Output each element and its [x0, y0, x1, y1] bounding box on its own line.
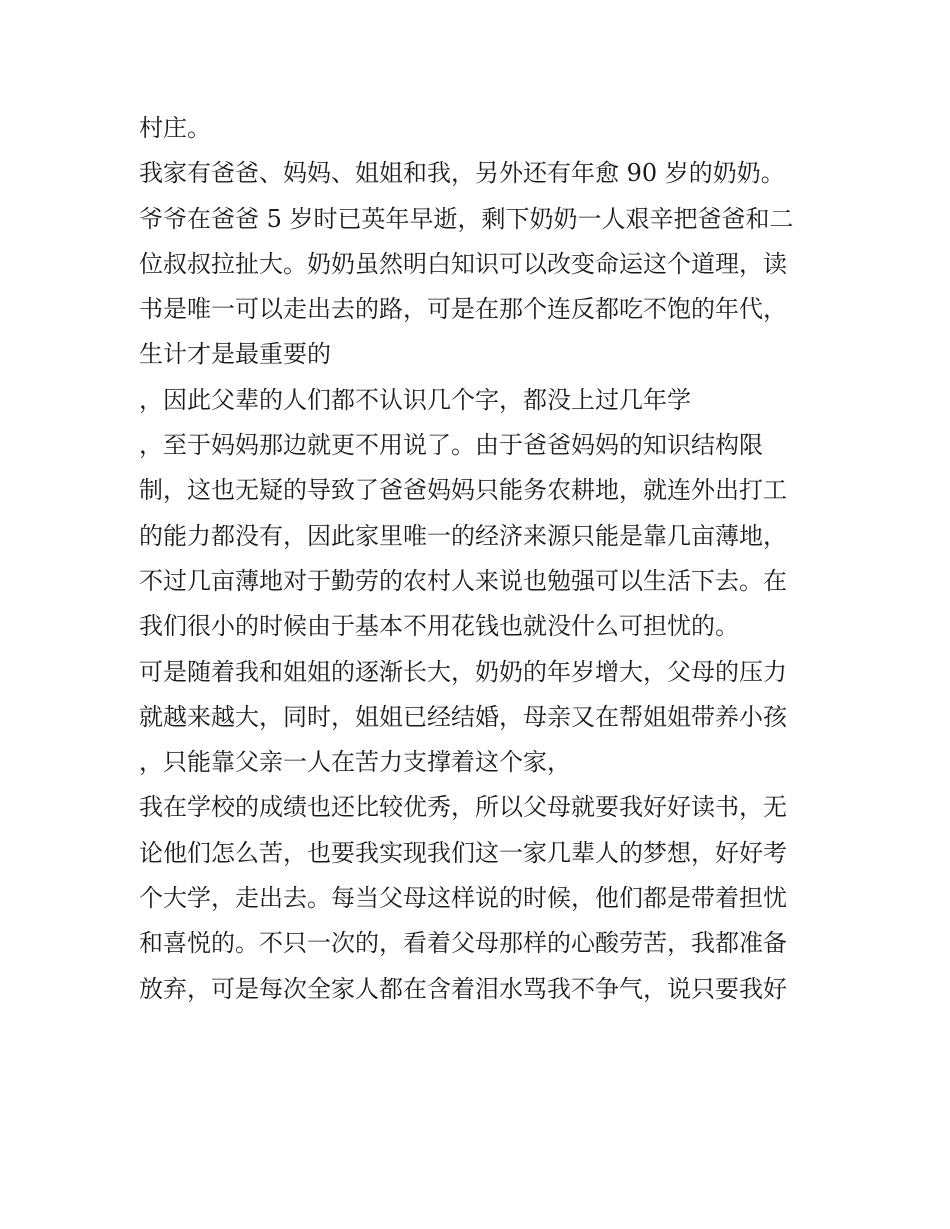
text-line: ，只能靠父亲一人在苦力支撑着这个家， [139, 748, 571, 777]
body-text [139, 106, 819, 1012]
text-line: 个大学，走出去。每当父母这样说的时候，他们都是带着担忧 [139, 884, 787, 913]
text-line: ，因此父辈的人们都不认识几个字，都没上过几年学 [139, 385, 691, 414]
text-line: 爷爷在爸爸 5 岁时已英年早逝，剩下奶奶一人艰辛把爸爸和二 [139, 204, 794, 233]
text-line: 放弃，可是每次全家人都在含着泪水骂我不争气，说只要我好 [139, 974, 787, 1003]
text-line: 制，这也无疑的导致了爸爸妈妈只能务农耕地，就连外出打工 [139, 476, 787, 505]
text-line: 书是唯一可以走出去的路，可是在那个连反都吃不饱的年代， [139, 295, 787, 324]
text-line: 可是随着我和姐姐的逐渐长大，奶奶的年岁增大，父母的压力 [139, 657, 787, 686]
text-line: 和喜悦的。不只一次的，看着父母那样的心酸劳苦，我都准备 [139, 929, 787, 958]
text-line: 位叔叔拉扯大。奶奶虽然明白知识可以改变命运这个道理，读 [139, 249, 787, 278]
text-line: 我在学校的成绩也还比较优秀，所以父母就要我好好读书，无 [139, 793, 787, 822]
text-line: 生计才是最重要的 [139, 340, 331, 369]
text-line: 的能力都没有，因此家里唯一的经济来源只能是靠几亩薄地， [139, 521, 787, 550]
text-line: 我们很小的时候由于基本不用花钱也就没什么可担忧的。 [139, 612, 739, 641]
text-line: 论他们怎么苦，也要我实现我们这一家几辈人的梦想，好好考 [139, 838, 787, 867]
text-line: 村庄。 [139, 114, 211, 142]
text-line: 就越来越大，同时，姐姐已经结婚，母亲又在帮姐姐带养小孩 [139, 702, 787, 731]
text-line: 不过几亩薄地对于勤劳的农村人来说也勉强可以生活下去。在 [139, 566, 787, 595]
text-line: ，至于妈妈那边就更不用说了。由于爸爸妈妈的知识结构限 [139, 431, 763, 460]
text-line: 我家有爸爸、妈妈、姐姐和我，另外还有年愈 90 岁的奶奶。 [139, 159, 785, 188]
